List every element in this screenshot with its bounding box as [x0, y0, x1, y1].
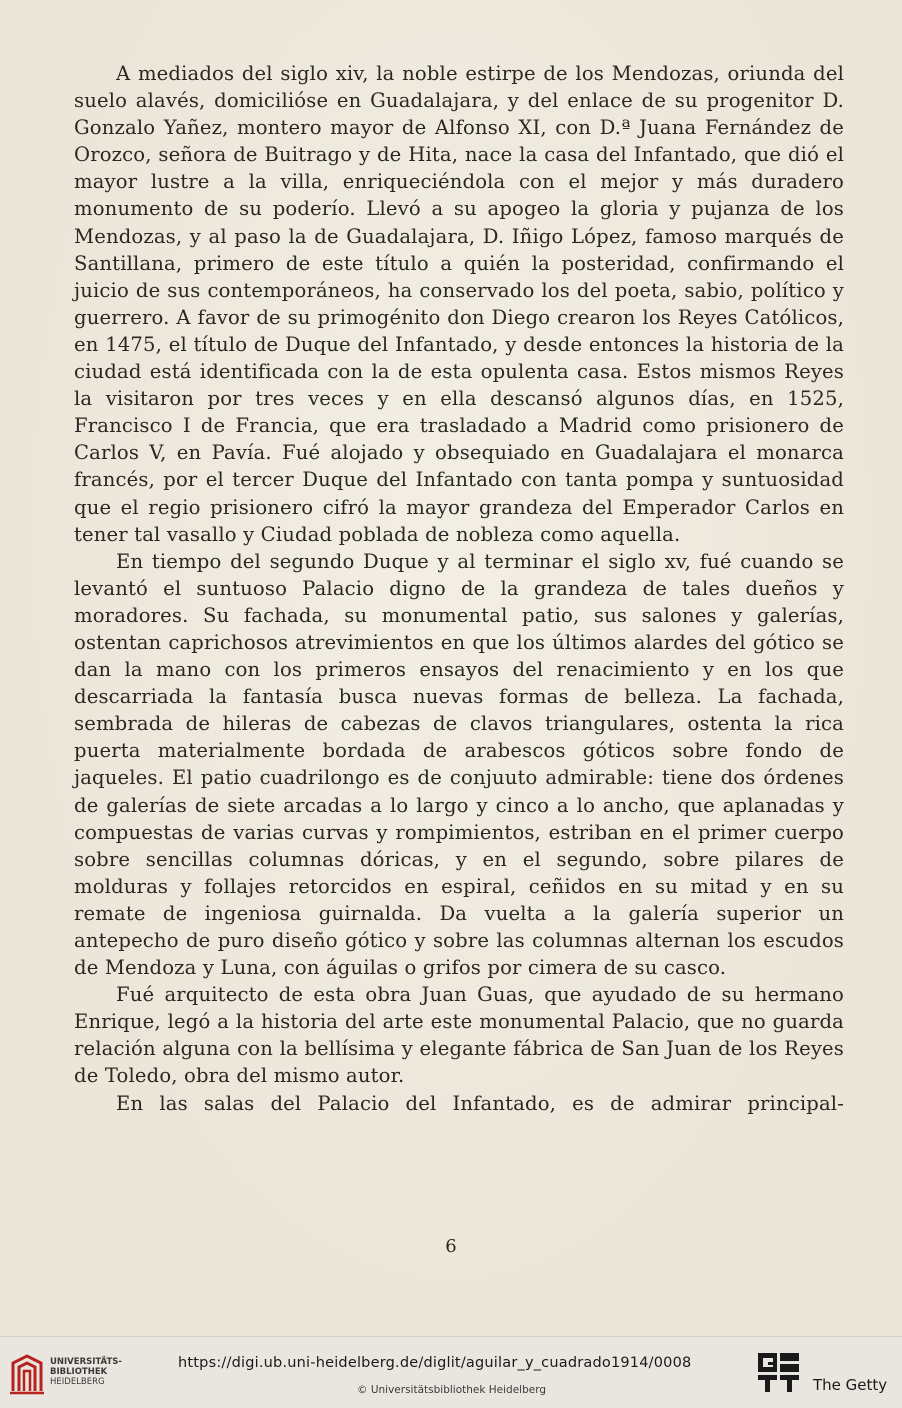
- university-name-line-3: HEIDELBERG: [50, 1377, 105, 1387]
- paragraph-2: En tiempo del segundo Duque y al terminar el siglo xv, fué cuando se levantó el suntuoso Palacio digno de la grandeza de tales dueños y moradores. Su fachada, su monumental patio, sus salones y galerías, ostentan caprichosos atrevimientos en que los últimos alardes del gótico se dan la mano con los primeros ensayos del renacimiento y en los que descarriada la fantasía busca nuevas formas de belleza. La fachada, sembrada de hileras de cabezas de clavos triangulares, ostenta la rica puerta materialmente bordada de arabescos góticos sobre fondo de jaqueles. El patio cuadrilongo es de conjuuto admirable: tiene dos órdenes de galerías de siete arcadas a lo largo y cinco a lo ancho, que aplanadas y compuestas de varias curvas y rompimientos, estriban en el primer cuerpo sobre sencillas columnas dóricas, y en el segundo, sobre pilares de molduras y follajes retorcidos en espiral, ceñidos en su mitad y en su remate de ingeniosa guirnalda. Da vuelta a la galería superior un antepecho de puro diseño gótico y sobre las columnas alternan los escudos de Mendoza y Luna, con águilas o grifos por cimera de su casco.: [74, 549, 844, 980]
- copyright-notice: © Universitätsbibliothek Heidelberg: [357, 1384, 547, 1396]
- university-logo[interactable]: [10, 1351, 122, 1395]
- permalink-url[interactable]: https://digi.ub.uni-heidelberg.de/diglit/aguilar_y_cuadrado1914/0008: [178, 1355, 692, 1371]
- partner-name: The Getty: [813, 1376, 888, 1394]
- university-name-line-2: BIBLIOTHEK: [50, 1367, 108, 1377]
- page-number: 6: [445, 1236, 457, 1257]
- viewer-footer: [0, 1336, 902, 1408]
- paragraph-4: En las salas del Palacio del Infantado, es de admirar principal-: [116, 1091, 844, 1115]
- body-text: [74, 60, 844, 1117]
- getty-logo-icon[interactable]: [758, 1353, 800, 1393]
- heidelberg-library-icon: [10, 1353, 44, 1395]
- paragraph-3: Fué arquitecto de esta obra Juan Guas, que ayudado de su hermano Enrique, legó a la historia del arte este monumental Palacio, que no guarda relación alguna con la bellísima y elegante fábrica de San Juan de los Reyes de Toledo, obra del mismo autor.: [74, 983, 844, 1088]
- university-name-line-1: UNIVERSITÄTS-: [50, 1357, 122, 1367]
- paragraph-1: A mediados del siglo xiv, la noble estirpe de los Mendozas, oriunda del suelo alavés, domicilióse en Guadalajara, y del enlace de su progenitor D. Gonzalo Yañez, montero mayor de Alfonso XI, con D.ª Juana Fernández de Orozco, señora de Buitrago y de Hita, nace la casa del Infantado, que dió el mayor lustre a la villa, enriqueciéndola con el mejor y más duradero monumento de su poderío. Llevó a su apogeo la gloria y pujanza de los Mendozas, y al paso la de Guadalajara, D. Iñigo López, famoso marqués de Santillana, primero de este título a quién la posteridad, confirmando el juicio de sus contemporáneos, ha conservado los del poeta, sabio, político y guerrero. A favor de su primogénito don Diego crearon los Reyes Católicos, en 1475, el título de Duque del Infantado, y desde entonces la historia de la ciudad está identificada con la de esta opulenta casa. Estos mismos Reyes la visitaron por tres veces y en ella descansó algunos días, en 1525, Francisco I de Francia, que era trasladado a Madrid como prisionero de Carlos V, en Pavía. Fué alojado y obsequiado en Guadalajara el monarca francés, por el tercer Duque del Infantado con tanta pompa y suntuosidad que el regio prisionero cifró la mayor grandeza del Emperador Carlos en tener tal vasallo y Ciudad poblada de nobleza como aquella.: [74, 62, 844, 546]
- university-name: [50, 1357, 130, 1387]
